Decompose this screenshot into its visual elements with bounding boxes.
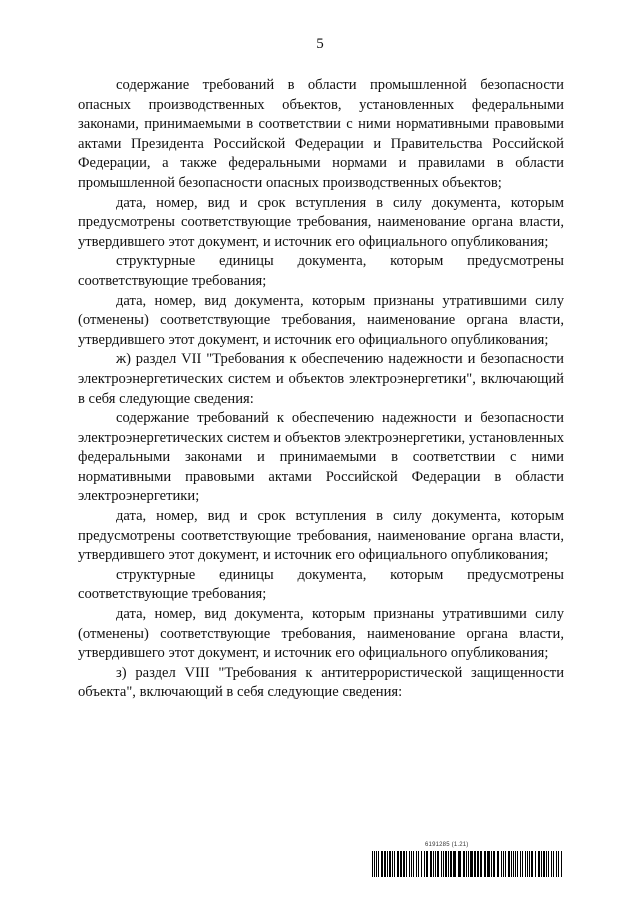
paragraph: структурные единицы документа, которым предусмотрены соответствующие требования; bbox=[78, 566, 564, 603]
paragraph: ж) раздел VII "Требования к обеспечению надежности и безопасности электроэнергетических систем и объектов электроэнергетики", включающий в себя следующие сведения: bbox=[78, 351, 564, 407]
paragraph: дата, номер, вид документа, которым признаны утратившими силу (отменены) соответствующие требования, наименование органа власти, утвердившего этот документ, и источник его официального опубликования; bbox=[78, 292, 564, 348]
paragraph: содержание требований к обеспечению надежности и безопасности электроэнергетических систем и объектов электроэнергетики, установленных федеральными законами и принимаемыми в соответствии с ними нормативными правовыми актами Российской Федерации в области электроэнергетики; bbox=[78, 410, 564, 505]
document-body bbox=[78, 76, 564, 703]
page-number: 5 bbox=[316, 36, 324, 52]
barcode-image bbox=[372, 851, 562, 877]
paragraph: дата, номер, вид и срок вступления в силу документа, которым предусмотрены соответствующие требования, наименование органа власти, утвердившего этот документ, и источник его официального опубликования; bbox=[78, 508, 564, 564]
paragraph: содержание требований в области промышленной безопасности опасных производственных объектов, установленных федеральными законами, принимаемыми в соответствии с ними нормативными правовыми актами Президента Российской Федерации и Правительства Российской Федерации, а также федеральными нормами и правилами в области промышленной безопасности опасных производственных объектов; bbox=[78, 77, 564, 191]
paragraph: з) раздел VIII "Требования к антитеррористической защищенности объекта", включающий в себя следующие сведения: bbox=[78, 664, 564, 701]
paragraph: дата, номер, вид документа, которым признаны утратившими силу (отменены) соответствующие требования, наименование органа власти, утвердившего этот документ, и источник его официального опубликования; bbox=[78, 606, 564, 662]
document-stamp-code: 6191285 (1.21) bbox=[425, 842, 469, 848]
paragraph: дата, номер, вид и срок вступления в силу документа, которым предусмотрены соответствующие требования, наименование органа власти, утвердившего этот документ, и источник его официального опубликования; bbox=[78, 194, 564, 250]
paragraph: структурные единицы документа, которым предусмотрены соответствующие требования; bbox=[78, 253, 564, 289]
